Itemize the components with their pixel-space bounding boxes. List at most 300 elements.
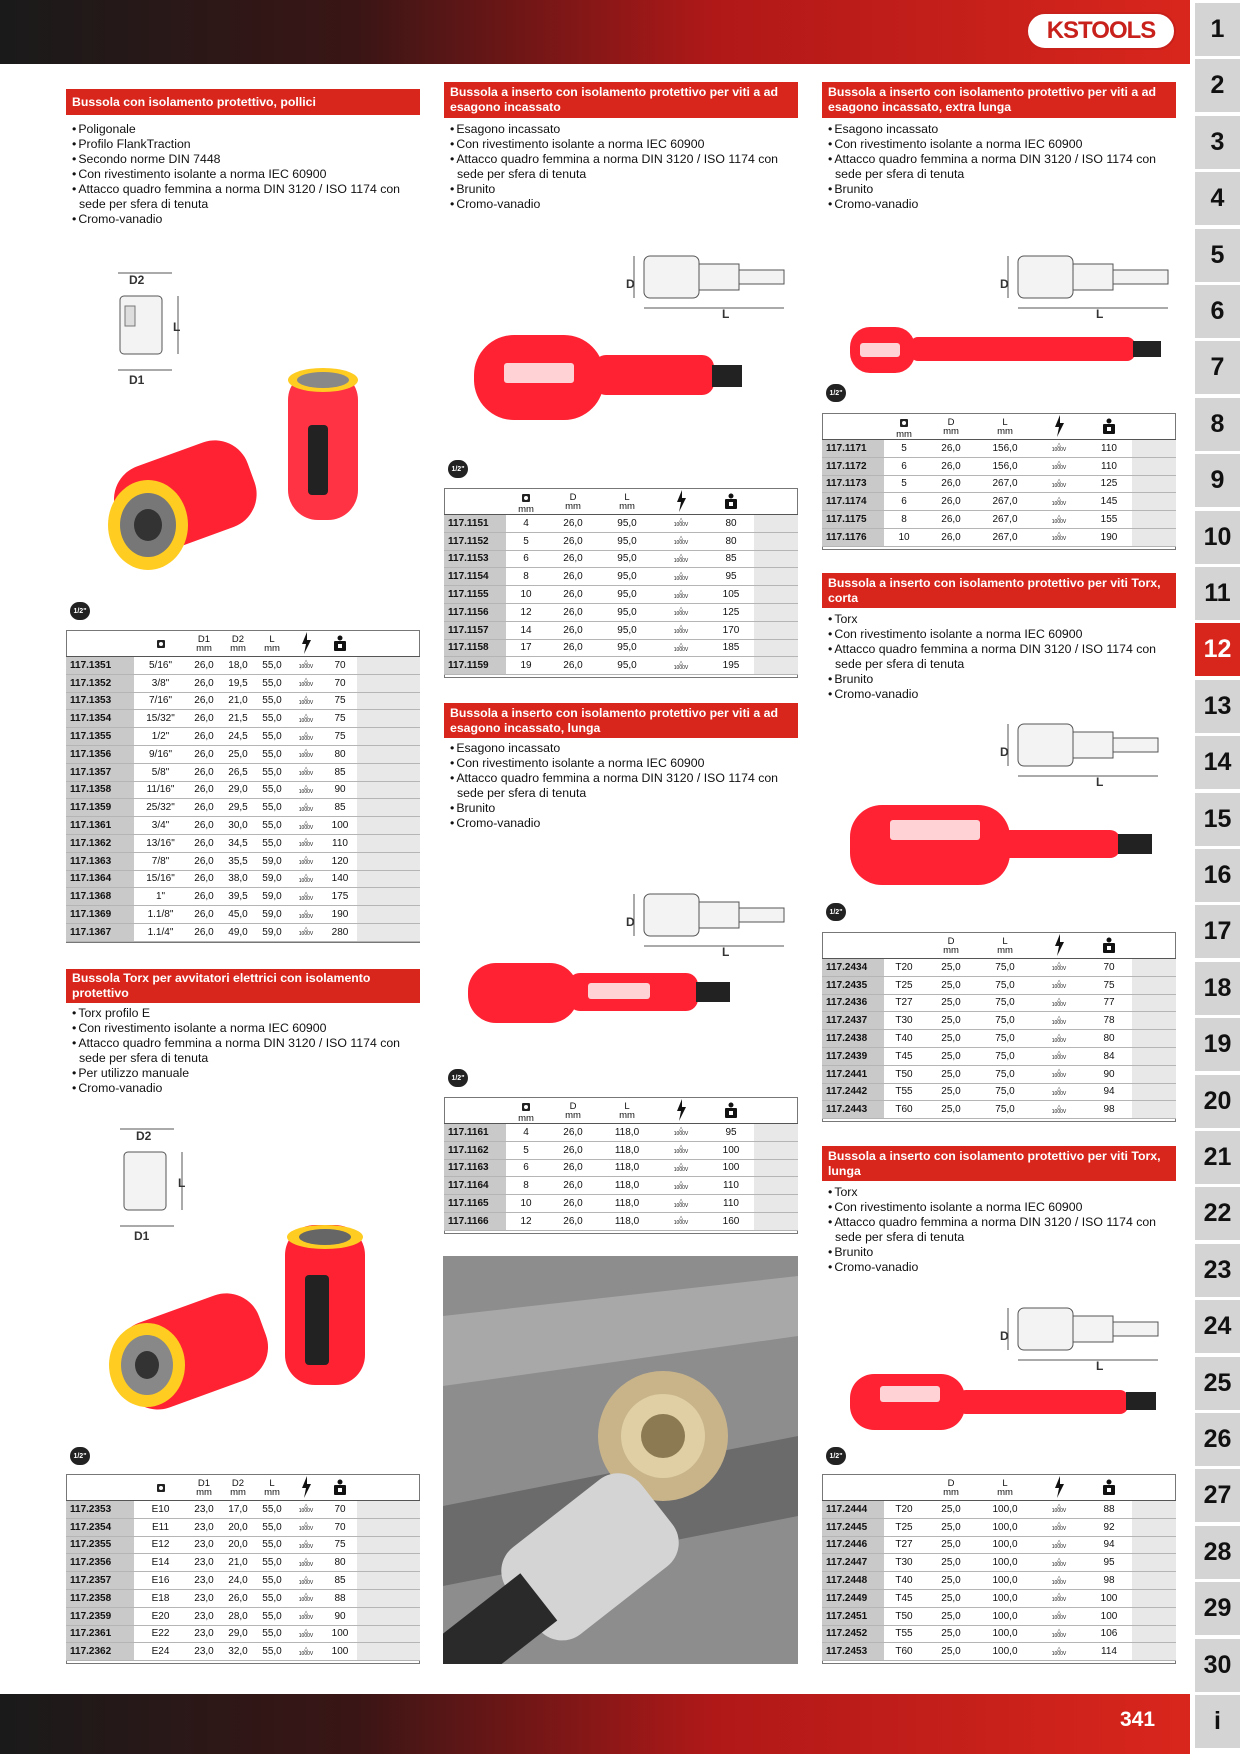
table-cell: 1.1/4" [134,923,187,941]
table-row [822,976,1176,994]
voltage-rating: △ 1000V [289,834,323,852]
table-cell: 8 [506,1177,546,1195]
article-code: 117.1151 [444,515,506,533]
table-row [444,568,798,586]
article-code: 117.2355 [66,1536,134,1554]
table-cell: 95,0 [600,515,654,533]
table-pad [1132,1607,1176,1625]
table-pad [357,1536,420,1554]
weight-value: 114 [1086,1643,1132,1661]
chapter-tabs [1190,0,1240,1754]
table-cell: T27 [884,1536,924,1554]
table-pad [357,674,420,692]
weight-value: 80 [323,1554,357,1572]
table-row [822,1607,1176,1625]
table-cell: 26,0 [546,657,600,675]
chapter-tab-9[interactable]: 9 [1195,454,1240,507]
article-code: 117.2434 [822,959,884,977]
table-row [822,1589,1176,1607]
table-cell: T25 [884,976,924,994]
table-pad [1132,1572,1176,1590]
chapter-tab-3[interactable]: 3 [1195,116,1240,169]
voltage-rating: △ 1000V [1032,976,1086,994]
table-cell: E12 [134,1536,187,1554]
table-cell: 5 [506,1141,546,1159]
article-code: 117.2357 [66,1572,134,1590]
voltage-rating: △ 1000V [1032,1536,1086,1554]
chapter-tab-18[interactable]: 18 [1195,962,1240,1015]
table-pad [357,1518,420,1536]
table-row [66,799,420,817]
voltage-rating: △ 1000V [654,1177,708,1195]
section-title-inch-socket: Bussola con isolamento protettivo, pollici [66,89,420,115]
article-code: 117.2448 [822,1572,884,1590]
voltage-rating: △ 1000V [1032,959,1086,977]
table-cell: 26,0 [546,586,600,604]
table-row [444,532,798,550]
article-code: 117.1157 [444,621,506,639]
table-cell: 21,5 [221,710,255,728]
weight-value: 92 [1086,1518,1132,1536]
table-cell: E11 [134,1518,187,1536]
table-cell: 19,5 [221,674,255,692]
table-pad [357,657,420,675]
table-row [444,515,798,533]
spec-table-s4 [444,1099,798,1231]
weight-value: 190 [1086,528,1132,546]
table-pad [1132,457,1176,475]
table-cell: 25,0 [924,1030,978,1048]
article-code: 117.2443 [822,1101,884,1119]
table-row [444,1212,798,1230]
voltage-rating: △ 1000V [289,888,323,906]
d1-label: D1 [134,1229,150,1243]
table-cell: 12 [506,603,546,621]
table-row [444,657,798,675]
section-title-hex-bit-socket-long: Bussola a inserto con isolamento protettivo per viti a ad esagono incassato, lunga [444,703,798,738]
voltage-rating: △ 1000V [1032,1554,1086,1572]
feature-item: • Secondo norme DIN 7448 [70,152,420,167]
chapter-tab-29[interactable]: 29 [1195,1582,1240,1635]
table-cell: 25/32" [134,799,187,817]
voltage-rating: △ 1000V [654,1141,708,1159]
weight-value: 100 [708,1159,754,1177]
chapter-tab-10[interactable]: 10 [1195,511,1240,564]
table-cell: 55,0 [255,817,289,835]
table-pad [357,1643,420,1661]
table-pad [754,586,798,604]
article-code: 117.1363 [66,852,134,870]
table-cell: 49,0 [221,923,255,941]
article-code: 117.1171 [822,440,884,458]
chapter-tab-6[interactable]: 6 [1195,285,1240,338]
l-label: L [722,945,730,956]
table-row [444,586,798,604]
chapter-tab-4[interactable]: 4 [1195,172,1240,225]
header-dim: D mm [924,934,978,959]
table-cell: 55,0 [255,674,289,692]
weight-value: 145 [1086,493,1132,511]
table-row [66,1518,420,1536]
feature-item: • Con rivestimento isolante a norma IEC 60900 [448,756,798,771]
l-label: L [722,307,730,318]
drive-size-badge: 1/2" [826,384,846,402]
weight-value: 85 [323,799,357,817]
article-code: 117.2436 [822,994,884,1012]
table-cell: 26,0 [187,834,221,852]
table-row [66,1589,420,1607]
table-cell: 95,0 [600,621,654,639]
feature-list [826,122,1176,212]
feature-item: • Brunito [826,182,1176,197]
feature-item: • Esagono incassato [448,122,798,137]
table-row [822,1554,1176,1572]
header-voltage [289,632,323,657]
table-cell: T27 [884,994,924,1012]
header-weight [708,1099,754,1124]
table-cell: 6 [506,550,546,568]
table-cell: 15/16" [134,870,187,888]
table-cell: 59,0 [255,852,289,870]
table-row [822,1518,1176,1536]
weight-value: 100 [708,1141,754,1159]
voltage-rating: △ 1000V [654,532,708,550]
table-cell: 55,0 [255,781,289,799]
table-cell: 55,0 [255,1589,289,1607]
table-cell: T40 [884,1572,924,1590]
chapter-tab-21[interactable]: 21 [1195,1131,1240,1184]
header-dim: D mm [924,415,978,440]
d2-label: D2 [129,273,145,287]
weight-icon [332,643,348,654]
header-code [822,1476,884,1501]
table-row [66,781,420,799]
table-row [66,906,420,924]
table-cell: 26,5 [221,763,255,781]
voltage-rating: △ 1000V [289,781,323,799]
table-cell: 25,0 [924,1625,978,1643]
table-cell: 25,0 [924,1554,978,1572]
header-dim: D2 mm [221,632,255,657]
voltage-rating: △ 1000V [289,1501,323,1519]
table-cell: T55 [884,1625,924,1643]
chapter-tab-5[interactable]: 5 [1195,229,1240,282]
header-weight [708,490,754,515]
table-cell: 95,0 [600,586,654,604]
article-code: 117.1158 [444,639,506,657]
table-cell: 8 [506,568,546,586]
table-cell: 100,0 [978,1554,1032,1572]
voltage-rating: △ 1000V [1032,994,1086,1012]
chapter-tab-2[interactable]: 2 [1195,59,1240,112]
feature-item: • Con rivestimento isolante a norma IEC 60900 [826,1200,1176,1215]
table-cell: 26,0 [187,906,221,924]
table-cell: 26,0 [187,674,221,692]
table-pad [754,550,798,568]
table-cell: 26,0 [546,1177,600,1195]
article-code: 117.2358 [66,1589,134,1607]
header-pad [1132,1476,1176,1501]
table-row [66,852,420,870]
weight-value: 110 [1086,440,1132,458]
table-pad [1132,994,1176,1012]
table-cell: 25,0 [924,1607,978,1625]
voltage-rating: △ 1000V [1032,457,1086,475]
table-cell: 7/8" [134,852,187,870]
table-cell: T20 [884,1501,924,1519]
feature-item: • Esagono incassato [448,741,798,756]
table-cell: E10 [134,1501,187,1519]
voltage-rating: △ 1000V [1032,1589,1086,1607]
table-cell: 3/8" [134,674,187,692]
feature-item: • Brunito [826,1245,1176,1260]
table-pad [1132,1101,1176,1119]
table-cell: 25,0 [924,1012,978,1030]
table-cell: 10 [884,528,924,546]
article-code: 117.1155 [444,586,506,604]
table-pad [754,603,798,621]
weight-value: 85 [708,550,754,568]
table-row [822,1536,1176,1554]
table-cell: T45 [884,1589,924,1607]
table-row [444,550,798,568]
drive-size-badge: 1/2" [70,1447,90,1465]
spec-table-s5 [822,415,1176,547]
table-cell: 118,0 [600,1159,654,1177]
table-cell: 75,0 [978,994,1032,1012]
article-code: 117.2353 [66,1501,134,1519]
voltage-rating: △ 1000V [289,692,323,710]
feature-list [826,612,1176,702]
table-cell: 6 [506,1159,546,1177]
chapter-tab-19[interactable]: 19 [1195,1018,1240,1071]
drive-size-badge: 1/2" [448,460,468,478]
table-cell: 10 [506,586,546,604]
table-row [66,745,420,763]
l-label: L [1096,1359,1104,1370]
header-dim: D2 mm [221,1476,255,1501]
table-cell: 118,0 [600,1212,654,1230]
article-code: 117.1162 [444,1141,506,1159]
table-cell: 55,0 [255,1554,289,1572]
voltage-rating: △ 1000V [289,1554,323,1572]
header-voltage [654,1099,708,1124]
table-cell: T30 [884,1554,924,1572]
header-weight [323,1476,357,1501]
table-row [66,888,420,906]
voltage-rating: △ 1000V [654,621,708,639]
header-dim: D1 mm [187,1476,221,1501]
table-row [822,959,1176,977]
weight-value: 95 [708,1124,754,1142]
table-pad [754,1159,798,1177]
weight-value: 88 [323,1589,357,1607]
table-row [444,1141,798,1159]
table-cell: 100,0 [978,1607,1032,1625]
article-code: 117.2356 [66,1554,134,1572]
table-cell: 23,0 [187,1501,221,1519]
chapter-tab-13[interactable]: 13 [1195,680,1240,733]
table-cell: E14 [134,1554,187,1572]
chapter-tab-30[interactable]: 30 [1195,1639,1240,1692]
chapter-tab-8[interactable]: 8 [1195,398,1240,451]
voltage-rating: △ 1000V [289,817,323,835]
table-cell: T50 [884,1607,924,1625]
chapter-tab-15[interactable]: 15 [1195,793,1240,846]
table-cell: 11/16" [134,781,187,799]
table-cell: 39,5 [221,888,255,906]
table-pad [754,1195,798,1213]
spec-table-s3 [444,490,798,675]
table-cell: E22 [134,1625,187,1643]
table-row [66,1536,420,1554]
table-cell: 25,0 [924,1536,978,1554]
feature-item: • Cromo-vanadio [826,197,1176,212]
table-row [66,763,420,781]
socket-profile-icon [898,420,910,431]
table-cell: 26,0 [187,870,221,888]
table-cell: 25,0 [924,1643,978,1661]
table-cell: 21,0 [221,692,255,710]
table-cell: 26,0 [546,515,600,533]
table-cell: 5/16" [134,657,187,675]
table-cell: T55 [884,1083,924,1101]
table-cell: T50 [884,1065,924,1083]
table-cell: 26,0 [187,781,221,799]
table-cell: 32,0 [221,1643,255,1661]
table-cell: 4 [506,1124,546,1142]
chapter-tab-23[interactable]: 23 [1195,1244,1240,1297]
feature-item: • Con rivestimento isolante a norma IEC 60900 [826,627,1176,642]
table-cell: 21,0 [221,1554,255,1572]
header-pad [1132,415,1176,440]
table-row [822,440,1176,458]
table-row [822,475,1176,493]
chapter-tab-12[interactable]: 12 [1195,623,1240,676]
feature-item: • Torx [826,1185,1176,1200]
spec-table-s1 [66,632,420,942]
header-voltage [1032,415,1086,440]
chapter-tab-1[interactable]: 1 [1195,3,1240,56]
header-weight [1086,1476,1132,1501]
table-cell: 18,0 [221,657,255,675]
table-row [822,1065,1176,1083]
table-cell: 26,0 [187,888,221,906]
weight-value: 84 [1086,1047,1132,1065]
table-pad [357,1501,420,1519]
chapter-tab-i[interactable]: i [1195,1695,1240,1748]
l-label: L [178,1176,186,1190]
table-cell: 100,0 [978,1536,1032,1554]
voltage-rating: △ 1000V [289,745,323,763]
weight-value: 125 [708,603,754,621]
table-pad [357,799,420,817]
chapter-tab-26[interactable]: 26 [1195,1413,1240,1466]
header-dim: L mm [978,1476,1032,1501]
chapter-tab-20[interactable]: 20 [1195,1075,1240,1128]
voltage-rating: △ 1000V [289,728,323,746]
voltage-rating: △ 1000V [654,1159,708,1177]
feature-list [826,1185,1176,1275]
article-code: 117.2445 [822,1518,884,1536]
chapter-tab-11[interactable]: 11 [1195,567,1240,620]
article-code: 117.1164 [444,1177,506,1195]
article-code: 117.1355 [66,728,134,746]
table-cell: 25,0 [924,959,978,977]
article-code: 117.1364 [66,870,134,888]
chapter-tab-22[interactable]: 22 [1195,1187,1240,1240]
table-cell: 55,0 [255,1625,289,1643]
chapter-tab-14[interactable]: 14 [1195,736,1240,789]
article-code: 117.1163 [444,1159,506,1177]
weight-value: 70 [323,674,357,692]
weight-value: 160 [708,1212,754,1230]
chapter-tab-24[interactable]: 24 [1195,1300,1240,1353]
chapter-tab-28[interactable]: 28 [1195,1526,1240,1579]
weight-value: 80 [1086,1030,1132,1048]
table-cell: 267,0 [978,475,1032,493]
table-row [66,1607,420,1625]
voltage-rating: △ 1000V [289,674,323,692]
voltage-rating: △ 1000V [289,1518,323,1536]
table-row [66,1572,420,1590]
weight-value: 125 [1086,475,1132,493]
table-cell: 10 [506,1195,546,1213]
header-code [66,632,134,657]
article-code: 117.2437 [822,1012,884,1030]
chapter-tab-7[interactable]: 7 [1195,341,1240,394]
table-cell: E16 [134,1572,187,1590]
voltage-rating: △ 1000V [654,603,708,621]
voltage-rating: △ 1000V [289,1536,323,1554]
weight-value: 70 [323,657,357,675]
table-cell: 55,0 [255,657,289,675]
table-cell: 100,0 [978,1625,1032,1643]
table-cell: 75,0 [978,1047,1032,1065]
header-size [884,934,924,959]
table-row [66,1643,420,1661]
header-size [134,1476,187,1501]
weight-value: 195 [708,657,754,675]
table-cell: 23,0 [187,1554,221,1572]
voltage-bolt-icon [300,1490,312,1501]
table-cell: 25,0 [924,1047,978,1065]
spec-table-s2 [66,1476,420,1661]
article-code: 117.1152 [444,532,506,550]
table-cell: 26,0 [546,1141,600,1159]
table-cell: 75,0 [978,1065,1032,1083]
bit-socket-dimension-diagram [622,886,792,956]
voltage-rating: △ 1000V [654,1124,708,1142]
weight-value: 100 [323,817,357,835]
chapter-tab-17[interactable]: 17 [1195,905,1240,958]
bottom-banner [0,1694,1190,1754]
table-cell: 26,0 [546,550,600,568]
chapter-tab-25[interactable]: 25 [1195,1357,1240,1410]
table-row [822,1572,1176,1590]
table-pad [357,1554,420,1572]
table-cell: 35,5 [221,852,255,870]
table-cell: 24,0 [221,1572,255,1590]
voltage-rating: △ 1000V [1032,1501,1086,1519]
voltage-rating: △ 1000V [289,710,323,728]
table-row [66,1554,420,1572]
table-cell: 15/32" [134,710,187,728]
article-code: 117.1354 [66,710,134,728]
bit-socket-product-image [850,325,1180,375]
chapter-tab-27[interactable]: 27 [1195,1469,1240,1522]
chapter-tab-16[interactable]: 16 [1195,849,1240,902]
